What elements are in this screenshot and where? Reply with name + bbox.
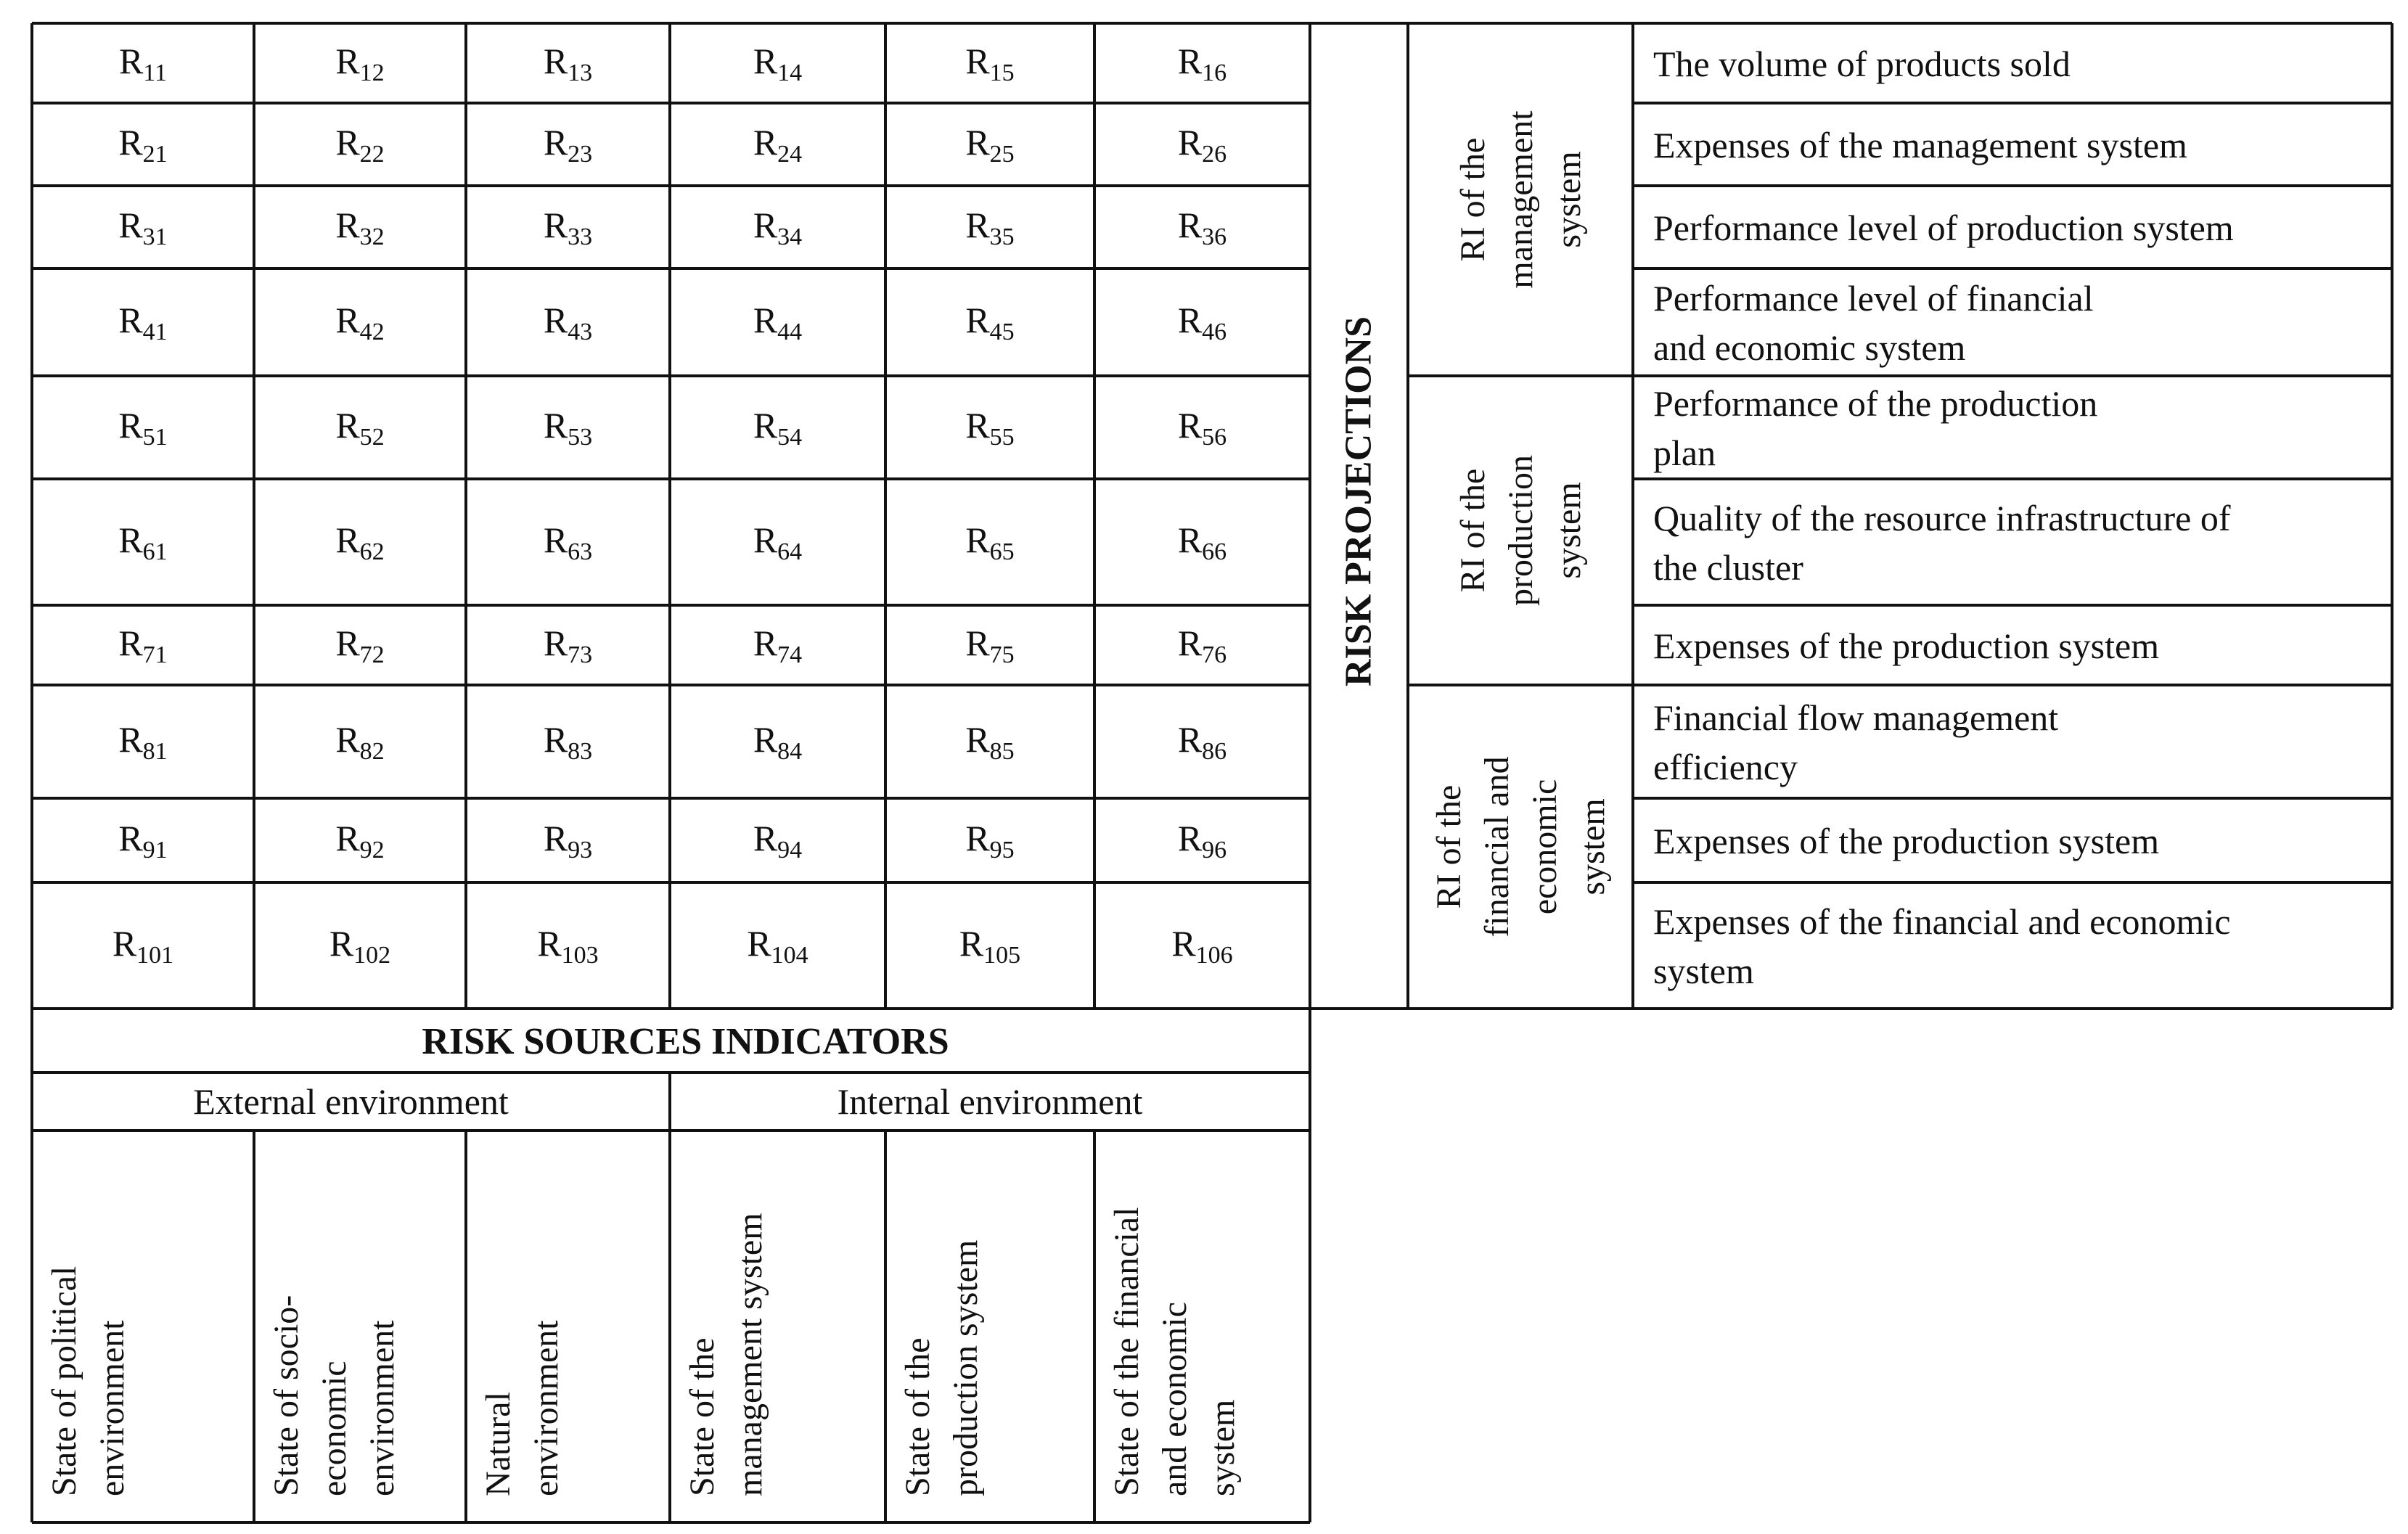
projection-item: Quality of the resource infrastructure of — [1653, 498, 2231, 538]
matrix-cell-R84: $R_{84}$ — [753, 719, 803, 765]
matrix-cell-R46: $R_{46}$ — [1177, 300, 1227, 345]
group-label-line: system — [1549, 151, 1588, 248]
internal-environment-label: Internal environment — [837, 1081, 1143, 1122]
source-column-label: and economic — [1155, 1302, 1194, 1496]
matrix-cell-R41: $R_{41}$ — [118, 300, 168, 345]
matrix-cell-R16: $R_{16}$ — [1177, 41, 1227, 86]
matrix-cell-R42: $R_{42}$ — [335, 300, 385, 345]
matrix-cell-R34: $R_{34}$ — [753, 205, 803, 250]
source-column-label: Natural — [479, 1392, 517, 1496]
matrix-cell-R36: $R_{36}$ — [1177, 205, 1227, 250]
matrix-cell-R61: $R_{61}$ — [118, 520, 168, 565]
matrix-cell-R65: $R_{65}$ — [965, 520, 1015, 565]
matrix-cell-R32: $R_{32}$ — [335, 205, 385, 250]
source-column-label: system — [1203, 1399, 1242, 1496]
group-label-line: production — [1502, 455, 1540, 606]
matrix-cell-R105: $R_{105}$ — [959, 923, 1021, 969]
matrix-cell-R35: $R_{35}$ — [965, 205, 1015, 250]
matrix-cell-R103: $R_{103}$ — [537, 923, 599, 969]
projection-item: The volume of products sold — [1653, 44, 2071, 84]
matrix-cell-R72: $R_{72}$ — [335, 623, 385, 668]
source-column-label: environment — [527, 1320, 565, 1496]
projection-item: Expenses of the production system — [1653, 821, 2160, 861]
matrix-cell-R23: $R_{23}$ — [543, 122, 593, 168]
projection-item: and economic system — [1653, 327, 1966, 368]
projection-item: system — [1653, 951, 1754, 991]
projection-item: Expenses of the production system — [1653, 626, 2160, 666]
matrix-cell-R54: $R_{54}$ — [753, 405, 803, 451]
group-label-line: system — [1549, 482, 1588, 579]
matrix-cell-R51: $R_{51}$ — [118, 405, 168, 451]
projection-item: Performance level of financial — [1653, 278, 2094, 319]
matrix-cell-R71: $R_{71}$ — [118, 623, 168, 668]
matrix-cell-R94: $R_{94}$ — [753, 818, 803, 864]
matrix-cell-R91: $R_{91}$ — [118, 818, 168, 864]
matrix-cell-R102: $R_{102}$ — [329, 923, 391, 969]
projection-item: the cluster — [1653, 547, 1803, 588]
matrix-cell-R21: $R_{21}$ — [118, 122, 168, 168]
matrix-cell-R12: $R_{12}$ — [335, 41, 385, 86]
source-column-label: economic — [315, 1361, 353, 1496]
matrix-cell-R86: $R_{86}$ — [1177, 719, 1227, 765]
projection-item: Financial flow management — [1653, 697, 2059, 738]
matrix-cell-R85: $R_{85}$ — [965, 719, 1015, 765]
projection-item: efficiency — [1653, 747, 1798, 787]
matrix-cell-R44: $R_{44}$ — [753, 300, 803, 345]
source-column-label: environment — [363, 1320, 401, 1496]
group-label-line: management — [1502, 110, 1540, 289]
source-column-label: State of the financial — [1107, 1207, 1146, 1496]
matrix-cell-R96: $R_{96}$ — [1177, 818, 1227, 864]
matrix-cell-R25: $R_{25}$ — [965, 122, 1015, 168]
group-label-line: economic — [1526, 779, 1564, 915]
group-label-line: RI of the — [1430, 784, 1468, 909]
matrix-cell-R93: $R_{93}$ — [543, 818, 593, 864]
matrix-cell-R52: $R_{52}$ — [335, 405, 385, 451]
matrix-cell-R74: $R_{74}$ — [753, 623, 803, 668]
matrix-cell-R13: $R_{13}$ — [543, 41, 593, 86]
risk-sources-title: RISK SOURCES INDICATORS — [422, 1021, 949, 1062]
risk-projections-title: RISK PROJECTIONS — [1338, 316, 1380, 686]
projection-item: Performance of the production — [1653, 383, 2098, 424]
matrix-cell-R106: $R_{106}$ — [1171, 923, 1233, 969]
matrix-cell-R81: $R_{81}$ — [118, 719, 168, 765]
group-label-line: financial and — [1478, 756, 1516, 938]
group-label-line: system — [1573, 798, 1612, 895]
matrix-cell-R83: $R_{83}$ — [543, 719, 593, 765]
matrix-cell-R82: $R_{82}$ — [335, 719, 385, 765]
matrix-cell-R66: $R_{66}$ — [1177, 520, 1227, 565]
matrix-cell-R64: $R_{64}$ — [753, 520, 803, 565]
matrix-cell-R62: $R_{62}$ — [335, 520, 385, 565]
matrix-cell-R53: $R_{53}$ — [543, 405, 593, 451]
source-column-label: State of political — [45, 1266, 83, 1496]
matrix-cell-R22: $R_{22}$ — [335, 122, 385, 168]
matrix-cell-R33: $R_{33}$ — [543, 205, 593, 250]
projection-item: plan — [1653, 432, 1716, 473]
source-column-label: State of the — [898, 1337, 937, 1496]
matrix-cell-R92: $R_{92}$ — [335, 818, 385, 864]
matrix-cell-R104: $R_{104}$ — [747, 923, 808, 969]
source-column-label: management system — [731, 1213, 769, 1496]
projection-item: Expenses of the management system — [1653, 125, 2187, 165]
matrix-cell-R24: $R_{24}$ — [753, 122, 803, 168]
group-label-line: RI of the — [1454, 137, 1492, 262]
matrix-cell-R95: $R_{95}$ — [965, 818, 1015, 864]
source-column-label: State of socio- — [267, 1295, 306, 1496]
source-column-label: environment — [93, 1320, 131, 1496]
projection-item: Performance level of production system — [1653, 208, 2234, 248]
projection-item: Expenses of the financial and economic — [1653, 901, 2231, 942]
external-environment-label: External environment — [193, 1081, 509, 1122]
matrix-cell-R76: $R_{76}$ — [1177, 623, 1227, 668]
matrix-cell-R15: $R_{15}$ — [965, 41, 1015, 86]
matrix-cell-R55: $R_{55}$ — [965, 405, 1015, 451]
matrix-cell-R43: $R_{43}$ — [543, 300, 593, 345]
matrix-cell-R56: $R_{56}$ — [1177, 405, 1227, 451]
group-label-line: RI of the — [1454, 468, 1492, 593]
matrix-cell-R26: $R_{26}$ — [1177, 122, 1227, 168]
matrix-cell-R63: $R_{63}$ — [543, 520, 593, 565]
matrix-cell-R45: $R_{45}$ — [965, 300, 1015, 345]
source-column-label: State of the — [683, 1337, 721, 1496]
matrix-cell-R75: $R_{75}$ — [965, 623, 1015, 668]
matrix-cell-R101: $R_{101}$ — [112, 923, 174, 969]
source-column-label: production system — [946, 1239, 985, 1496]
matrix-cell-R31: $R_{31}$ — [118, 205, 168, 250]
matrix-cell-R11: $R_{11}$ — [118, 41, 168, 86]
matrix-cell-R73: $R_{73}$ — [543, 623, 593, 668]
matrix-cell-R14: $R_{14}$ — [753, 41, 803, 86]
